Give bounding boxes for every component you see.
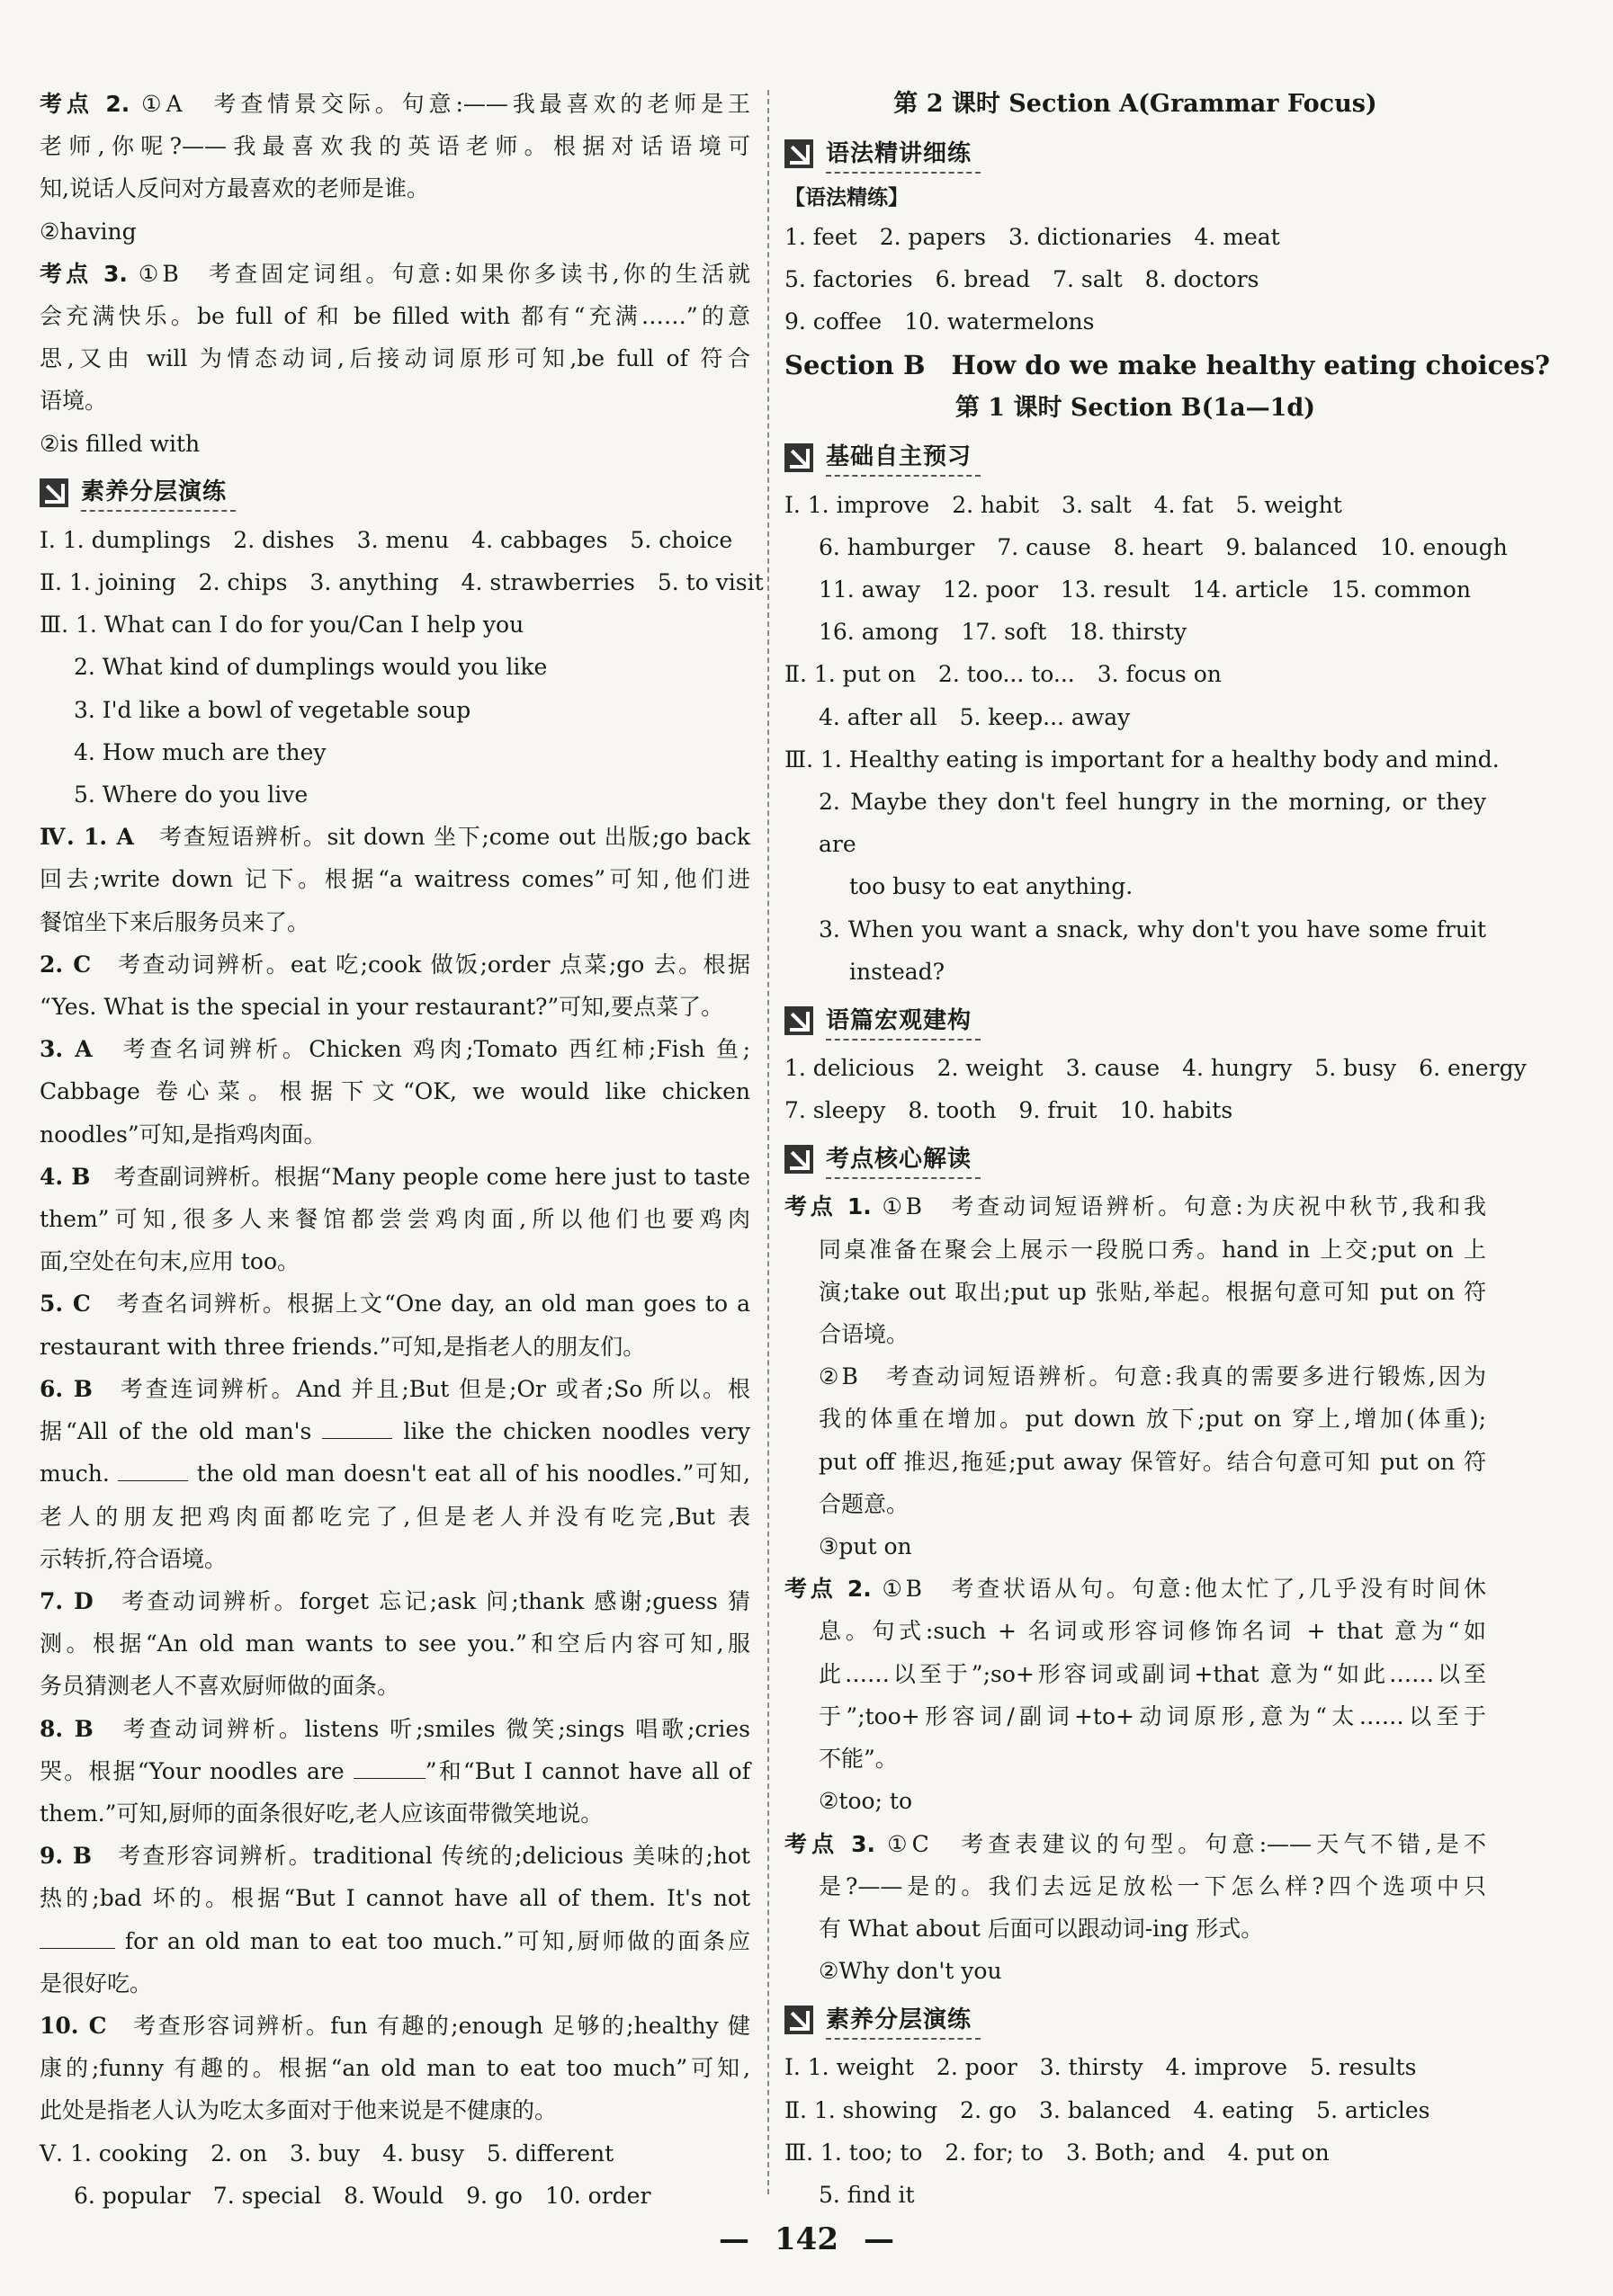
text-line: 3. A 考查名词辨析。Chicken 鸡肉;Tomato 西红柿;Fish 鱼; bbox=[40, 1036, 750, 1063]
arrow-icon bbox=[784, 443, 813, 472]
text-line: 此……以至于”;so+形容词或副词+that 意为“如此……以至 bbox=[819, 1660, 1486, 1687]
text-line: ②B 考查动词短语辨析。句意:我真的需要多进行锻炼,因为 bbox=[819, 1363, 1486, 1390]
arrow-icon bbox=[40, 478, 68, 507]
section-header bbox=[784, 1137, 1486, 1182]
answer-line: instead? bbox=[849, 958, 945, 985]
answer-line: 7. sleepy 8. tooth 9. fruit 10. habits bbox=[784, 1097, 1233, 1124]
section-title: 考点核心解读 bbox=[826, 1140, 981, 1179]
section-b-title: Section B How do we make healthy eating choices? bbox=[784, 349, 1551, 380]
blank bbox=[40, 1948, 115, 1949]
dash-left: — bbox=[719, 2221, 749, 2257]
answer-line: Ⅱ. 1. showing 2. go 3. balanced 4. eating 5. articles bbox=[784, 2096, 1430, 2123]
answer-line: 4. How much are they bbox=[74, 738, 327, 765]
text-line: 老师,你呢?——我最喜欢我的英语老师。根据对话语境可 bbox=[40, 133, 750, 160]
section-header bbox=[784, 1997, 1486, 2042]
text-line: 回去;write down 记下。根据“a waitress comes”可知,他们进 bbox=[40, 866, 750, 893]
text-line: 据“All of the old man's like the chicken noodles very bbox=[40, 1418, 751, 1445]
text-line: 考点 3. ①C 考查表建议的句型。句意:——天气不错,是不 bbox=[784, 1830, 1486, 1857]
blank bbox=[118, 1480, 188, 1481]
text-line: ②Why don't you bbox=[819, 1958, 1002, 1985]
text-line: 合语境。 bbox=[819, 1321, 910, 1348]
answer-line: Ⅱ. 1. put on 2. too... to... 3. focus on bbox=[784, 661, 1222, 688]
answer-line: 4. after all 5. keep... away bbox=[819, 703, 1131, 730]
text-line: Cabbage 卷心菜。根据下文“OK, we would like chicken bbox=[40, 1078, 750, 1105]
text-line: 不能”。 bbox=[819, 1746, 898, 1773]
answer-line: Ⅲ. 1. too; to 2. for; to 3. Both; and 4. put on bbox=[784, 2139, 1330, 2166]
text-line: 于”;too+形容词/副词+to+动词原形,意为“太……以至于 bbox=[819, 1702, 1486, 1729]
text-line: much. the old man doesn't eat all of his noodles.”可知, bbox=[40, 1461, 750, 1487]
text-line: ②having bbox=[40, 218, 137, 245]
arrow-icon bbox=[784, 139, 813, 168]
text-line: 面,空处在句末,应用 too。 bbox=[40, 1248, 300, 1275]
text-line: 2. C 考查动词辨析。eat 吃;cook 做饭;order 点菜;go 去。根据 bbox=[40, 951, 750, 978]
left-column bbox=[40, 83, 764, 2217]
page-number-value: 142 bbox=[775, 2221, 838, 2257]
answer-line: Ⅲ. 1. What can I do for you/Can I help you bbox=[40, 612, 524, 639]
text-line: 餐馆坐下来后服务员来了。 bbox=[40, 908, 310, 935]
text-line: 我的体重在增加。put down 放下;put on 穿上,增加(体重); bbox=[819, 1406, 1486, 1433]
text-line: 知,说话人反问对方最喜欢的老师是谁。 bbox=[40, 175, 429, 202]
section-header bbox=[784, 435, 1486, 480]
text-line: 示转折,符合语境。 bbox=[40, 1545, 227, 1572]
section-title: 语篇宏观建构 bbox=[826, 1002, 981, 1041]
text-line: 是很好吃。 bbox=[40, 1970, 153, 1997]
arrow-icon bbox=[784, 1006, 813, 1035]
arrow-icon bbox=[784, 2006, 813, 2034]
section-header bbox=[784, 998, 1486, 1043]
text-line: ②too; to bbox=[819, 1788, 913, 1815]
text-line: ②is filled with bbox=[40, 430, 201, 457]
answer-line: 16. among 17. soft 18. thirsty bbox=[819, 619, 1187, 646]
text-line: 4. B 考查副词辨析。根据“Many people come here just to taste bbox=[40, 1163, 750, 1190]
answer-line: 11. away 12. poor 13. result 14. article 15. common bbox=[819, 576, 1471, 603]
answer-line: 3. I'd like a bowl of vegetable soup bbox=[74, 696, 471, 723]
answer-line: Ⅰ. 1. weight 2. poor 3. thirsty 4. improve 5. results bbox=[784, 2054, 1417, 2081]
text-line: 息。句式:such + 名词或形容词修饰名词 + that 意为“如 bbox=[819, 1618, 1486, 1645]
section-header bbox=[784, 131, 1486, 176]
text-line: 考点 2. ①B 考查状语从句。句意:他太忙了,几乎没有时间休 bbox=[784, 1576, 1486, 1603]
text-line: put off 推迟,拖延;put away 保管好。结合句意可知 put on 符 bbox=[819, 1448, 1486, 1475]
section-title: 素养分层演练 bbox=[826, 2001, 981, 2040]
answer-line: Ⅰ. 1. improve 2. habit 3. salt 4. fat 5. weight bbox=[784, 491, 1342, 518]
text-line: 考点 2. ①A 考查情景交际。句意:——我最喜欢的老师是王 bbox=[40, 91, 750, 117]
text-line: 思,又由 will 为情态动词,后接动词原形可知,be full of 符合 bbox=[40, 345, 750, 372]
answer-line: Ⅰ. 1. dumplings 2. dishes 3. menu 4. cabbages 5. choice bbox=[40, 526, 733, 553]
answer-line: 5. factories 6. bread 7. salt 8. doctors bbox=[784, 266, 1259, 293]
answer-line: 6. hamburger 7. cause 8. heart 9. balanced 10. enough bbox=[819, 533, 1508, 560]
section-title: 素养分层演练 bbox=[81, 473, 236, 512]
answer-line: 3. When you want a snack, why don't you have some fruit bbox=[819, 916, 1486, 943]
answer-line: Ⅲ. 1. Healthy eating is important for a healthy body and mind. bbox=[784, 746, 1500, 773]
text-line: 5. C 考查名词辨析。根据上文“One day, an old man goes to a bbox=[40, 1291, 750, 1318]
text-line: 老人的朋友把鸡肉面都吃完了,但是老人并没有吃完,But 表 bbox=[40, 1503, 750, 1530]
text-line: noodles”可知,是指鸡肉面。 bbox=[40, 1121, 327, 1148]
text-line: 康的;funny 有趣的。根据“an old man to eat too much”可知, bbox=[40, 2055, 750, 2082]
text-line: 语境。 bbox=[40, 388, 108, 415]
text-line: 7. D 考查动词辨析。forget 忘记;ask 问;thank 感谢;guess 猜 bbox=[40, 1587, 750, 1614]
answer-line: 1. feet 2. papers 3. dictionaries 4. meat bbox=[784, 224, 1280, 250]
text-line: 考点 1. ①B 考查动词短语辨析。句意:为庆祝中秋节,我和我 bbox=[784, 1193, 1486, 1220]
text-line: for an old man to eat too much.”可知,厨师做的面条应 bbox=[40, 1920, 750, 1962]
text-line: 同桌准备在聚会上展示一段脱口秀。hand in 上交;put on 上 bbox=[819, 1236, 1486, 1263]
text-line: 哭。根据“Your noodles are ”和“But I cannot have all of bbox=[40, 1757, 750, 1784]
text-line: restaurant with three friends.”可知,是指老人的朋友们。 bbox=[40, 1333, 646, 1360]
answer-line: 6. popular 7. special 8. Would 9. go 10. order bbox=[74, 2182, 651, 2209]
text-line: 10. C 考查形容词辨析。fun 有趣的;enough 足够的;healthy 健 bbox=[40, 2012, 750, 2039]
lesson-title: 第 2 课时 Section A(Grammar Focus) bbox=[893, 90, 1377, 118]
answer-line: 2. Maybe they don't feel hungry in the morning, or they are bbox=[819, 789, 1486, 858]
dash-right: — bbox=[863, 2221, 894, 2257]
text-line: 热的;bad 坏的。根据“But I cannot have all of them. It's not bbox=[40, 1885, 750, 1912]
text-line: them”可知,很多人来餐馆都尝尝鸡肉面,所以他们也要鸡肉 bbox=[40, 1206, 750, 1233]
text-line: Ⅳ. 1. A 考查短语辨析。sit down 坐下;come out 出版;go back bbox=[40, 824, 750, 851]
answer-line: 1. delicious 2. weight 3. cause 4. hungry 5. busy 6. energy bbox=[784, 1055, 1527, 1082]
text-line: 9. B 考查形容词辨析。traditional 传统的;delicious 美味的;hot bbox=[40, 1843, 750, 1870]
page-number bbox=[0, 2221, 1613, 2257]
answer-line: 9. coffee 10. watermelons bbox=[784, 308, 1095, 335]
text-line: 会充满快乐。be full of 和 be filled with 都有“充满……”的意 bbox=[40, 303, 750, 330]
section-header bbox=[40, 470, 750, 515]
text-line: 有 What about 后面可以跟动词-ing 形式。 bbox=[819, 1915, 1264, 1942]
answer-line: 5. Where do you live bbox=[74, 782, 309, 809]
text-line: 合题意。 bbox=[819, 1490, 910, 1517]
subsection-label: 【语法精练】 bbox=[784, 186, 909, 210]
column-divider bbox=[767, 90, 769, 2194]
answer-line: Ⅴ. 1. cooking 2. on 3. buy 4. busy 5. different bbox=[40, 2140, 614, 2166]
text-line: 是?——是的。我们去远足放松一下怎么样?四个选项中只 bbox=[819, 1872, 1486, 1899]
text-line: 务员猜测老人不喜欢厨师做的面条。 bbox=[40, 1673, 400, 1700]
text-line: 8. B 考查动词辨析。listens 听;smiles 微笑;sings 唱歌;cries bbox=[40, 1715, 750, 1742]
answer-line: Ⅱ. 1. joining 2. chips 3. anything 4. strawberries 5. to visit bbox=[40, 569, 764, 596]
blank bbox=[322, 1438, 392, 1439]
answer-line: too busy to eat anything. bbox=[849, 873, 1134, 900]
arrow-icon bbox=[784, 1145, 813, 1174]
section-title: 基础自主预习 bbox=[826, 438, 981, 477]
lesson-title: 第 1 课时 Section B(1a—1d) bbox=[954, 393, 1316, 422]
answer-line: 2. What kind of dumplings would you like bbox=[74, 654, 548, 681]
text-line: 此处是指老人认为吃太多面对于他来说是不健康的。 bbox=[40, 2097, 558, 2124]
text-line: 测。根据“An old man wants to see you.”和空后内容可知,服 bbox=[40, 1630, 750, 1657]
text-line: “Yes. What is the special in your restaurant?”可知,要点菜了。 bbox=[40, 994, 724, 1021]
blank bbox=[354, 1778, 426, 1779]
text-line: ③put on bbox=[819, 1533, 912, 1560]
text-line: 演;take out 取出;put up 张贴,举起。根据句意可知 put on 符 bbox=[819, 1278, 1486, 1305]
text-line: 6. B 考查连词辨析。And 并且;But 但是;Or 或者;So 所以。根 bbox=[40, 1375, 750, 1402]
section-title: 语法精讲细练 bbox=[826, 135, 981, 174]
answer-line: 5. find it bbox=[819, 2181, 915, 2208]
text-line: 考点 3. ①B 考查固定词组。句意:如果你多读书,你的生活就 bbox=[40, 260, 750, 287]
text-line: them.”可知,厨师的面条很好吃,老人应该面带微笑地说。 bbox=[40, 1800, 604, 1827]
right-column bbox=[784, 83, 1551, 2216]
